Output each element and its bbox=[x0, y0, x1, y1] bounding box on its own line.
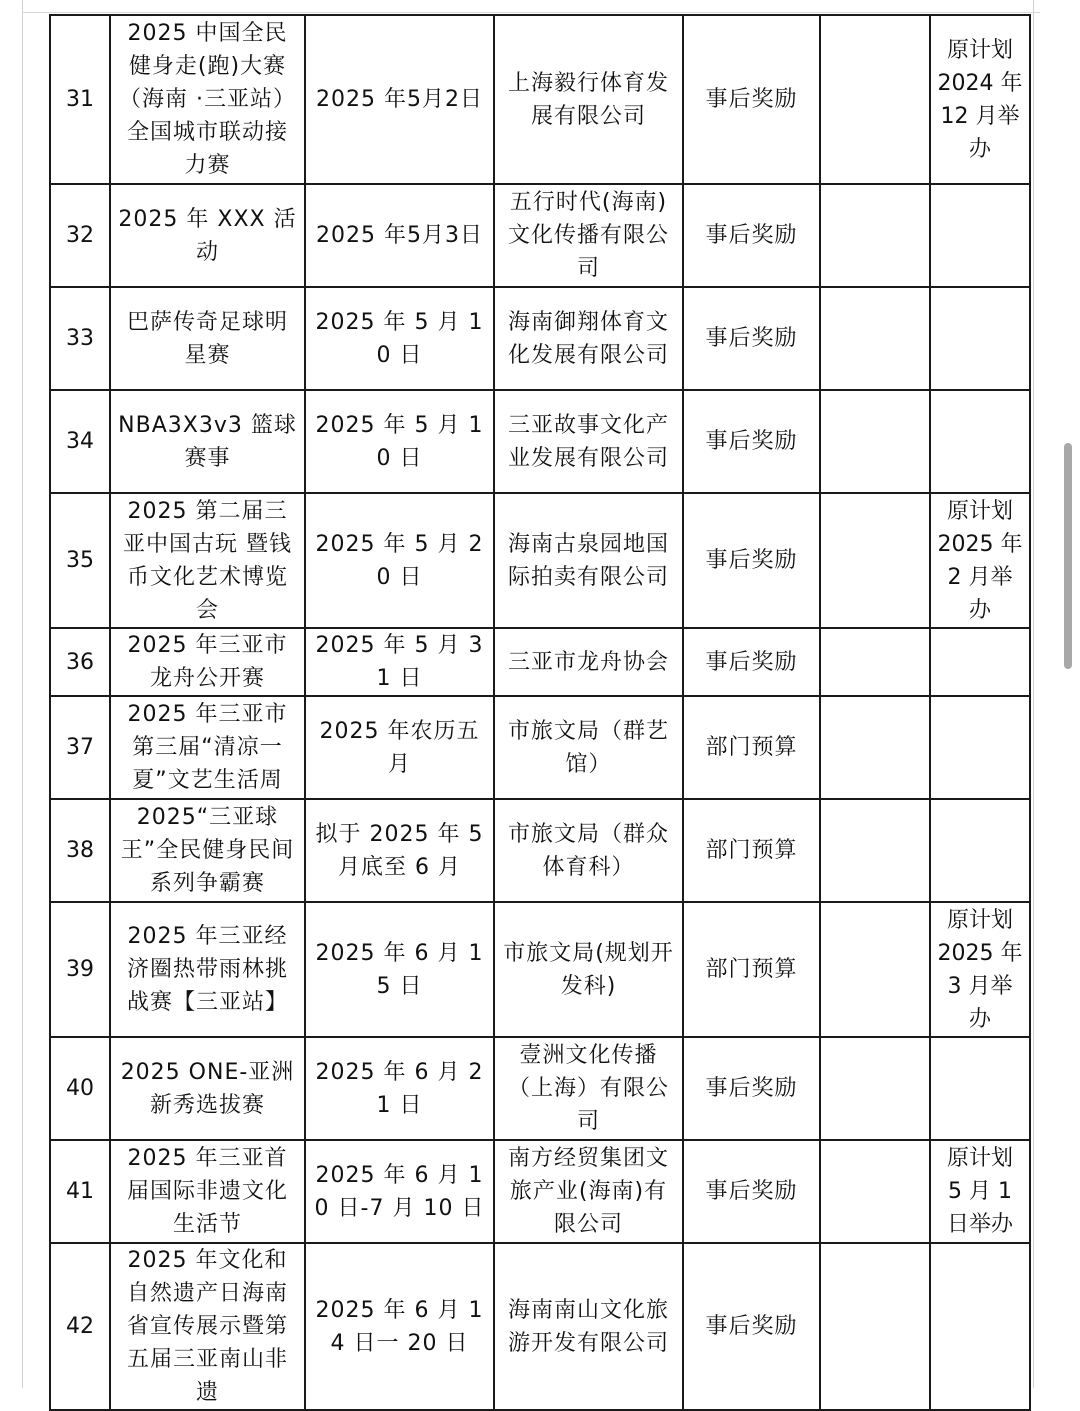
events-table-body bbox=[50, 15, 1030, 1410]
row-number: 37 bbox=[50, 696, 110, 799]
event-note bbox=[930, 799, 1030, 902]
event-note bbox=[930, 287, 1030, 390]
row-number: 33 bbox=[50, 287, 110, 390]
event-note bbox=[930, 696, 1030, 799]
funding-method: 事后奖励 bbox=[683, 390, 820, 493]
empty-cell bbox=[820, 799, 930, 902]
event-organizer: 海南南山文化旅游开发有限公司 bbox=[494, 1243, 683, 1410]
row-number: 40 bbox=[50, 1037, 110, 1140]
event-name: NBA3X3v3 篮球赛事 bbox=[110, 390, 305, 493]
event-date: 拟于 2025 年 5 月底至 6 月 bbox=[305, 799, 494, 902]
page-left-edge bbox=[22, 0, 23, 1388]
funding-method: 事后奖励 bbox=[683, 287, 820, 390]
event-note: 原计划 2025 年 3 月举办 bbox=[930, 902, 1030, 1037]
event-organizer: 海南古泉园地国际拍卖有限公司 bbox=[494, 493, 683, 628]
event-date: 2025 年 6 月 14 日一 20 日 bbox=[305, 1243, 494, 1410]
table-row bbox=[50, 184, 1030, 287]
event-date: 2025 年 5 月 31 日 bbox=[305, 628, 494, 696]
event-organizer: 三亚市龙舟协会 bbox=[494, 628, 683, 696]
event-name: 2025 年三亚市第三届“清凉一夏”文艺生活周 bbox=[110, 696, 305, 799]
funding-method: 事后奖励 bbox=[683, 184, 820, 287]
event-organizer: 市旅文局（群艺馆） bbox=[494, 696, 683, 799]
row-number: 31 bbox=[50, 15, 110, 184]
event-name: 2025 年三亚市龙舟公开赛 bbox=[110, 628, 305, 696]
page-top-rule bbox=[22, 12, 1040, 13]
event-note bbox=[930, 1243, 1030, 1410]
row-number: 34 bbox=[50, 390, 110, 493]
table-row bbox=[50, 493, 1030, 628]
event-name: 2025 年文化和自然遗产日海南省宣传展示暨第五届三亚南山非遗 bbox=[110, 1243, 305, 1410]
table-row bbox=[50, 628, 1030, 696]
event-name: 2025 中国全民健身走(跑)大赛（海南 ·三亚站）全国城市联动接力赛 bbox=[110, 15, 305, 184]
event-date: 2025 年5月3日 bbox=[305, 184, 494, 287]
row-number: 36 bbox=[50, 628, 110, 696]
empty-cell bbox=[820, 902, 930, 1037]
event-name: 2025 年三亚首届国际非遗文化生活节 bbox=[110, 1140, 305, 1243]
funding-method: 事后奖励 bbox=[683, 493, 820, 628]
event-name: 2025 年三亚经济圈热带雨林挑战赛【三亚站】 bbox=[110, 902, 305, 1037]
events-table bbox=[49, 14, 1031, 1411]
event-name: 2025 年 XXX 活动 bbox=[110, 184, 305, 287]
event-date: 2025 年 6 月 15 日 bbox=[305, 902, 494, 1037]
event-date: 2025 年 5 月 20 日 bbox=[305, 493, 494, 628]
event-organizer: 南方经贸集团文旅产业(海南)有限公司 bbox=[494, 1140, 683, 1243]
funding-method: 部门预算 bbox=[683, 696, 820, 799]
empty-cell bbox=[820, 1243, 930, 1410]
event-name: 2025 ONE-亚洲新秀选拔赛 bbox=[110, 1037, 305, 1140]
empty-cell bbox=[820, 1140, 930, 1243]
event-organizer: 上海毅行体育发展有限公司 bbox=[494, 15, 683, 184]
event-organizer: 海南御翔体育文化发展有限公司 bbox=[494, 287, 683, 390]
empty-cell bbox=[820, 287, 930, 390]
event-note: 原计划 5 月 1 日举办 bbox=[930, 1140, 1030, 1243]
empty-cell bbox=[820, 696, 930, 799]
row-number: 32 bbox=[50, 184, 110, 287]
funding-method: 事后奖励 bbox=[683, 1140, 820, 1243]
page-right-edge bbox=[1033, 0, 1034, 1388]
event-organizer: 五行时代(海南)文化传播有限公司 bbox=[494, 184, 683, 287]
event-name: 巴萨传奇足球明星赛 bbox=[110, 287, 305, 390]
event-note bbox=[930, 390, 1030, 493]
vertical-scrollbar[interactable] bbox=[1064, 443, 1072, 669]
table-row bbox=[50, 1243, 1030, 1410]
event-name: 2025 第二届三亚中国古玩 暨钱币文化艺术博览会 bbox=[110, 493, 305, 628]
event-note bbox=[930, 628, 1030, 696]
row-number: 35 bbox=[50, 493, 110, 628]
empty-cell bbox=[820, 628, 930, 696]
funding-method: 部门预算 bbox=[683, 799, 820, 902]
event-date: 2025 年 6 月 10 日-7 月 10 日 bbox=[305, 1140, 494, 1243]
funding-method: 事后奖励 bbox=[683, 1037, 820, 1140]
funding-method: 事后奖励 bbox=[683, 628, 820, 696]
funding-method: 部门预算 bbox=[683, 902, 820, 1037]
table-row bbox=[50, 1140, 1030, 1243]
event-organizer: 三亚故事文化产业发展有限公司 bbox=[494, 390, 683, 493]
event-note: 原计划 2025 年 2 月举办 bbox=[930, 493, 1030, 628]
row-number: 38 bbox=[50, 799, 110, 902]
event-note bbox=[930, 184, 1030, 287]
empty-cell bbox=[820, 493, 930, 628]
table-row bbox=[50, 799, 1030, 902]
funding-method: 事后奖励 bbox=[683, 15, 820, 184]
empty-cell bbox=[820, 1037, 930, 1140]
table-row bbox=[50, 902, 1030, 1037]
row-number: 41 bbox=[50, 1140, 110, 1243]
table-row bbox=[50, 287, 1030, 390]
table-row bbox=[50, 696, 1030, 799]
funding-method: 事后奖励 bbox=[683, 1243, 820, 1410]
event-note bbox=[930, 1037, 1030, 1140]
event-date: 2025 年 5 月 10 日 bbox=[305, 287, 494, 390]
event-date: 2025 年 6 月 21 日 bbox=[305, 1037, 494, 1140]
event-date: 2025 年农历五月 bbox=[305, 696, 494, 799]
event-name: 2025“三亚球王”全民健身民间系列争霸赛 bbox=[110, 799, 305, 902]
table-row bbox=[50, 15, 1030, 184]
empty-cell bbox=[820, 15, 930, 184]
table-row bbox=[50, 390, 1030, 493]
event-date: 2025 年 5 月 10 日 bbox=[305, 390, 494, 493]
empty-cell bbox=[820, 390, 930, 493]
table-row bbox=[50, 1037, 1030, 1140]
empty-cell bbox=[820, 184, 930, 287]
event-date: 2025 年5月2日 bbox=[305, 15, 494, 184]
event-organizer: 市旅文局（群众体育科） bbox=[494, 799, 683, 902]
row-number: 39 bbox=[50, 902, 110, 1037]
event-organizer: 壹洲文化传播（上海）有限公司 bbox=[494, 1037, 683, 1140]
event-note: 原计划 2024 年 12 月举办 bbox=[930, 15, 1030, 184]
row-number: 42 bbox=[50, 1243, 110, 1410]
event-organizer: 市旅文局(规划开发科) bbox=[494, 902, 683, 1037]
